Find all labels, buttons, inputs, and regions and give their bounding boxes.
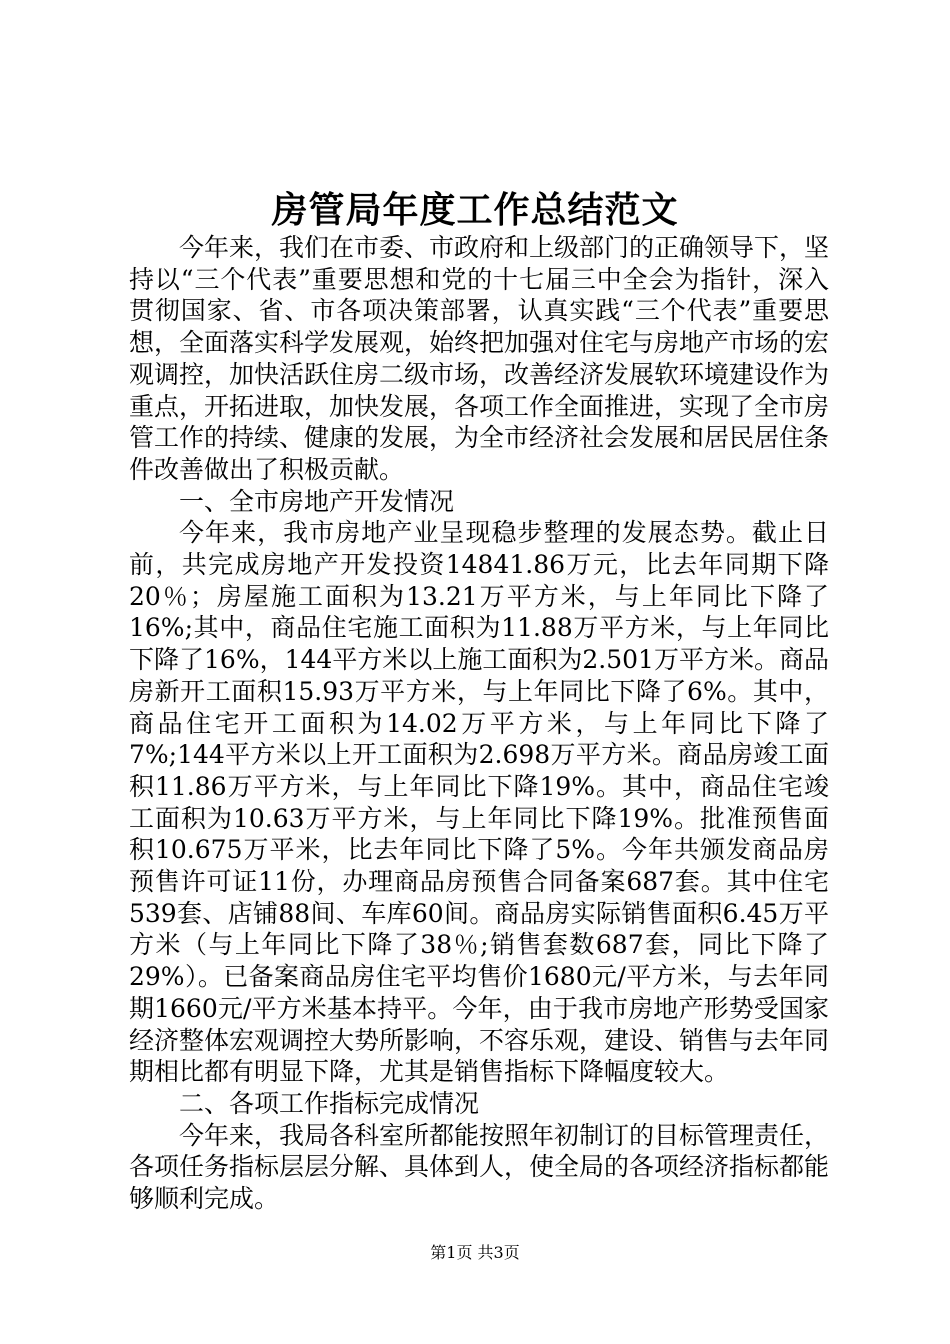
paragraph-development: 今年来，我市房地产业呈现稳步整理的发展态势。截止日前，共完成房地产开发投资14841.86万元，比去年同期下降20％；房屋施工面积为13.21万平方米，与上年同比下降了16%;其中，商品住宅施工面积为11.88万平方米，与上年同比下降了16%，144平方米以上施工面积为2.501万平方米。商品房新开工面积15.93万平方米，与上年同比下降了6%。其中，商品住宅开工面积为14.02万平方米，与上年同比下降了7%;144平方米以上开工面积为2.698万平方米。商品房竣工面积11.86万平方米，与上年同比下降19%。其中，商品住宅竣工面积为10.63万平方米，与上年同比下降19%。批准预售面积10.675万平米，比去年同比下降了5%。今年共颁发商品房预售许可证11份，办理商品房预售合同备案687套。其中住宅539套、店铺88间、车库60间。商品房实际销售面积6.45万平方米（与上年同比下降了38％;销售套数687套，同比下降了29%）。已备案商品房住宅平均售价1680元/平方米，与去年同期1660元/平方米基本持平。今年，由于我市房地产形势受国家经济整体宏观调控大势所影响，不容乐观，建设、销售与去年同期相比都有明显下降，尤其是销售指标下降幅度较大。 xyxy=(129,518,830,1087)
document-title: 房管局年度工作总结范文 xyxy=(271,189,679,231)
section-heading-2: 二、各项工作指标完成情况 xyxy=(179,1088,480,1118)
section-heading-1: 一、全市房地产开发情况 xyxy=(179,486,455,516)
page-number: 第1页 共3页 xyxy=(430,1243,520,1262)
paragraph-indicators: 今年来，我局各科室所都能按照年初制订的目标管理责任，各项任务指标层层分解、具体到人，使全局的各项经济指标都能够顺利完成。 xyxy=(129,1120,830,1214)
document-body xyxy=(129,232,829,1215)
paragraph-intro: 今年来，我们在市委、市政府和上级部门的正确领导下，坚持以“三个代表”重要思想和党的十七届三中全会为指针，深入贯彻国家、省、市各项决策部署，认真实践“三个代表”重要思想，全面落实科学发展观，始终把加强对住宅与房地产市场的宏观调控，加快活跃住房二级市场，改善经济发展软环境建设作为重点，开拓进取，加快发展，各项工作全面推进，实现了全市房管工作的持续、健康的发展，为全市经济社会发展和居民居住条件改善做出了积极贡献。 xyxy=(129,233,830,484)
